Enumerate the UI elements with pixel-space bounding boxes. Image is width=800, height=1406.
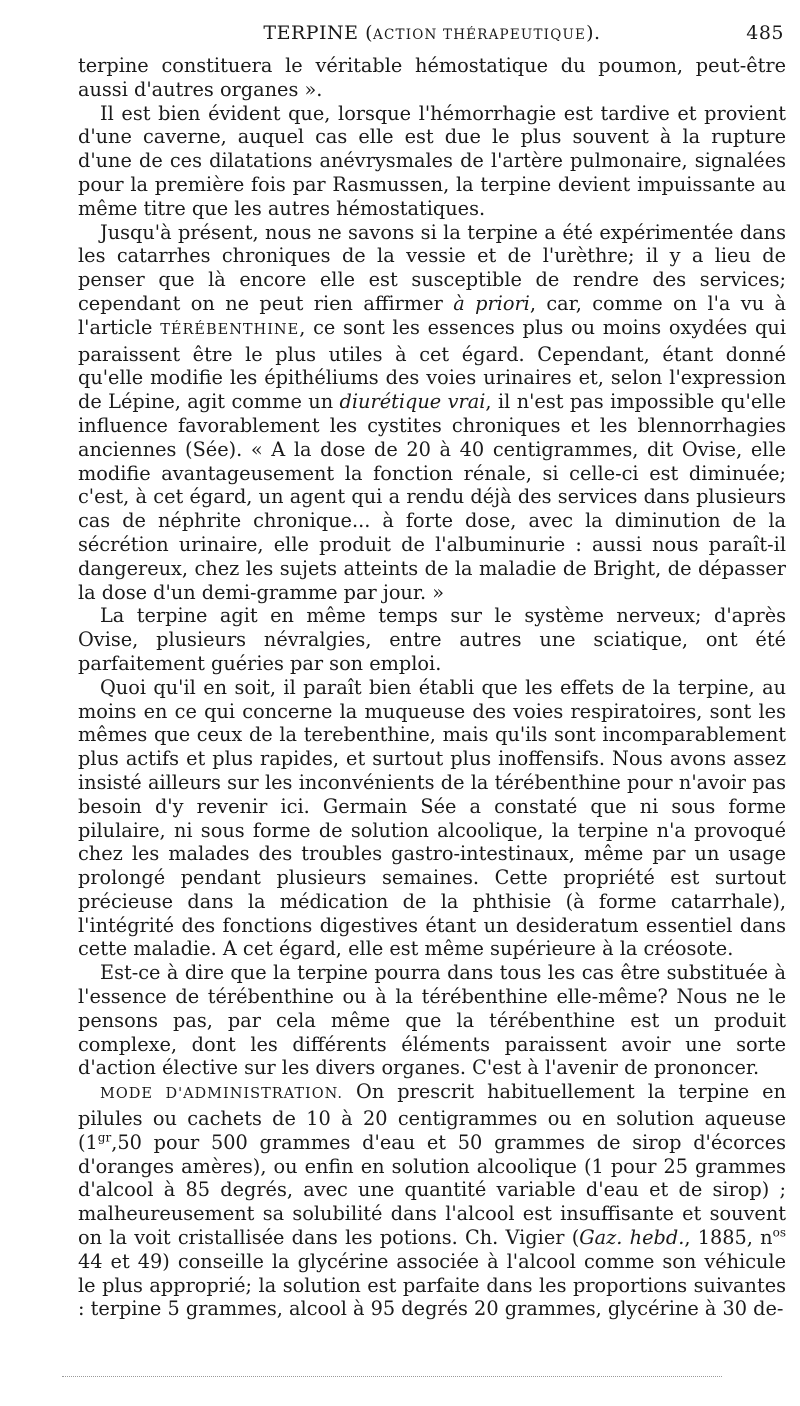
paragraph <box>78 676 786 962</box>
italic-text: Gaz. hebd. <box>579 1226 685 1250</box>
italic-text: à priori <box>453 291 530 315</box>
book-page <box>78 22 786 1321</box>
page-number: 485 <box>746 22 784 44</box>
small-caps-text: MODE D'ADMINISTRATION. <box>100 1086 344 1103</box>
text-run: terpine constituera le véritable hémostatique du poumon, peut-être aussi d'autres organes ». <box>78 54 786 101</box>
running-title-main: TERPINE ( <box>263 22 374 44</box>
text-run: 44 et 49) conseille la glycérine associée à l'alcool comme son véhicule le plus approprié; la solution est parfaite dans les proportions suivantes : terpine 5 grammes, alcool à 95 degrés 20 grammes, glycérine à 30 de- <box>78 1249 786 1321</box>
superscript-text: gr <box>97 1130 112 1145</box>
text-run: La terpine agit en même temps sur le système nerveux; d'après Ovise, plusieurs névralgies, entre autres une sciatique, ont été parfaitement guéries par son emploi. <box>78 604 786 675</box>
text-run: , ce sont les essences plus ou moins oxydées qui paraissent être le plus utiles à cet égard. Cependant, étant donné qu'elle modifie les épithéliums des voies urinaires et, selon l'expression de Lépine, agit comme un <box>78 315 786 414</box>
text-run: , car, comme on l'a vu à l'article <box>78 291 787 339</box>
superscript-text: os <box>772 1225 786 1240</box>
body-text <box>78 54 786 1321</box>
paragraph <box>78 221 786 605</box>
text-run: Il est bien évident que, lorsque l'hémorrhagie est tardive et provient d'une caverne, auquel cas elle est due le plus souvent à la rupture d'une de ces dilatations anévrysmales de l'artère pulmonaire, signalées pour la première fois par Rasmussen, la terpine devient impuissante au même titre que les autres hémostatiques. <box>78 101 786 220</box>
bottom-dotted-rule <box>62 1376 722 1377</box>
italic-text: diurétique vrai <box>339 390 486 414</box>
running-title-subject: ACTION THÉRAPEUTIQUE <box>373 27 587 43</box>
text-run: , 1885, n <box>684 1226 773 1250</box>
text-run: ,50 pour 500 grammes d'eau et 50 grammes de sirop d'écorces d'oranges amères), ou enfin en solution alcoolique (1 pour 25 grammes d'alcool à 85 degrés, avec une quantité variable d'eau et de sirop) ; malheureusement sa solubilité dans l'alcool est insuffisante et souvent on la voit cristallisée dans les potions. Ch. Vigier ( <box>78 1130 786 1250</box>
paragraph <box>78 54 786 102</box>
text-run: Jusqu'à présent, nous ne savons si la terpine a été expérimentée dans les catarrhes chroniques de la vessie et de l'urèthre; il y a lieu de penser que là encore elle est susceptible de rendre des services; cependant on ne peut rien affirmer <box>78 220 786 315</box>
running-title <box>78 22 786 44</box>
running-head <box>78 22 786 52</box>
paragraph <box>78 961 786 1080</box>
text-run: On prescrit habituellement la terpine en pilules ou cachets de 10 à 20 centigrammes ou en solution aqueuse (1 <box>78 1080 787 1154</box>
running-title-end: ). <box>586 22 601 44</box>
text-run: , il n'est pas impossible qu'elle influence favorablement les cystites chroniques et les blennorrhagies anciennes (Sée). « A la dose de 20 à 40 centigrammes, dit Ovise, elle modifie avantageusement la fonction rénale, si celle-ci est diminuée; c'est, à cet égard, un agent qui a rendu déjà des services dans plusieurs cas de néphrite chronique... à forte dose, avec la diminution de la sécrétion urinaire, elle produit de l'albuminurie : aussi nous paraît-il dangereux, chez les sujets atteints de la maladie de Bright, de dépasser la dose d'un demi-gramme par jour. » <box>78 390 786 604</box>
paragraph <box>78 604 786 675</box>
paragraph <box>78 1080 786 1321</box>
text-run: Est-ce à dire que la terpine pourra dans tous les cas être substituée à l'essence de térébenthine ou à la térébenthine elle-même? Nous ne le pensons pas, par cela même que la térébenthine est un produit complexe, dont les différents éléments paraissent avoir une sorte d'action élective sur les divers organes. C'est à l'avenir de prononcer. <box>78 961 786 1080</box>
small-caps-text: TÉRÉBENTHINE <box>160 321 300 338</box>
paragraph <box>78 102 786 221</box>
text-run: Quoi qu'il en soit, il paraît bien établi que les effets de la terpine, au moins en ce qui concerne la muqueuse des voies respiratoires, sont les mêmes que ceux de la terebenthine, mais qu'ils sont incomparablement plus actifs et plus rapides, et surtout plus inoffensifs. Nous avons assez insisté ailleurs sur les inconvénients de la térébenthine pour n'avoir pas besoin d'y revenir ici. Germain Sée a constaté que ni sous forme pilulaire, ni sous forme de solution alcoolique, la terpine n'a provoqué chez les malades des troubles gastro-intestinaux, même par un usage prolongé pendant plusieurs semaines. Cette propriété est surtout précieuse dans la médication de la phthisie (à forme catarrhale), l'intégrité des fonctions digestives étant un desideratum essentiel dans cette maladie. A cet égard, elle est même supérieure à la créosote. <box>78 675 786 961</box>
